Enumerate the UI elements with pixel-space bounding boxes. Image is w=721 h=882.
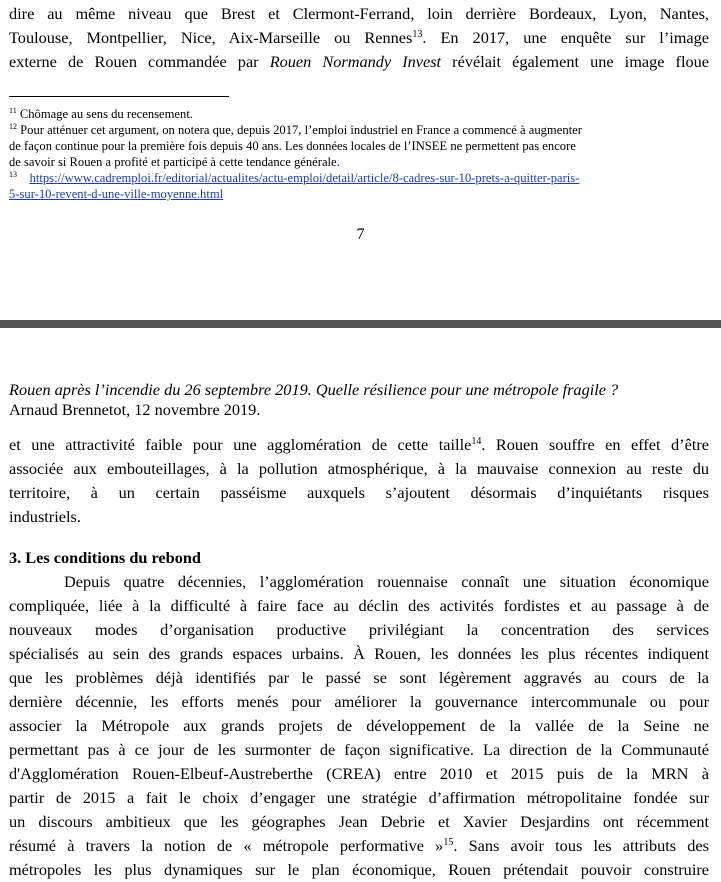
page-top-text [9,2,709,74]
text-line: permettant pas à ce jour de les surmonter de façon significative. La direction de la Communauté [9,740,709,759]
header-author-date: Arnaud Brennetot, 12 novembre 2019. [9,400,261,419]
footnote-12-cont: de façon continue pour la première fois depuis 40 ans. Les données locales de l’INSEE ne permettent pas encore [9,139,576,153]
paragraph [9,433,709,529]
org-name: Rouen Normandy Invest [269,52,442,71]
section-heading [9,546,709,570]
text-line: d'Agglomération Rouen-Elbeuf-Austreberthe (CREA) entre 2010 et 2015 puis de la MRN à [9,764,709,783]
text-line: dernière décennie, les efforts menés pour améliorer la gouvernance intercommunale ou pour [9,692,709,711]
text-line: résumé à travers la notion de « métropole performative »$^{15}$. Sans avoir tous les attributs des [9,836,709,855]
text-line: partir de 2015 a fait le choix d’engager une stratégie d’affirmation métropolitaine fondée sur [9,788,709,807]
text-line: que les problèmes déjà identifiés par le passé se sont légèrement aggravés au cours de la [9,668,709,687]
footnote-ref[interactable]: 15 [443,837,454,848]
text-line: territoire, à un certain passéisme auxquels s’ajoutent désormais d’inquiétants risques [9,483,709,502]
text-line: un discours ambitieux que les géographes Jean Debrie et Xavier Desjardins ont récemment [9,812,709,831]
text-line: et une attractivité faible pour une agglomération de cette taille$^{14}$. Rouen souffre en effet d’être [9,435,709,454]
text-line: compliquée, liée à la difficulté à faire face au déclin des activités fordistes et au passage à de [9,596,709,615]
header-title: Rouen après l’incendie du 26 septembre 2019. Quelle résilience pour une métropole fragile ? [9,380,619,399]
footnote-11: $^{11}$ Chômage au sens du recensement. [9,106,193,121]
footnotes [9,106,709,202]
footnote-12-cont: de savoir si Rouen a profité et participé à cette tendance générale. [9,155,340,169]
footnote-link[interactable]: https://www.cadremploi.fr/editorial/actualites/actu-emploi/detail/article/8-cadres-sur-10-prets-a-quitter-paris- [29,171,580,185]
page-number: 7 [356,226,365,243]
footnote-ref[interactable]: 14 [471,436,482,447]
section-title: 3. Les conditions du rebond [9,548,201,567]
page-separator [0,320,721,328]
text-line: spécialisés au sein des grands espaces urbains. À Rouen, les données les plus récentes indiquent [9,644,709,663]
footnote-separator [9,96,229,97]
footnote-ref[interactable]: 13 [412,29,423,40]
footnote-link[interactable]: 5-sur-10-revent-d-une-ville-moyenne.html [9,187,224,201]
running-header-author [9,398,709,422]
text-line: Toulouse, Montpellier, Nice, Aix-Marseille ou Rennes$^{13}$. En 2017, une enquête sur l’image [9,28,709,47]
footnote-13-cont [9,186,709,202]
text-line: nouveaux modes d’organisation productive privilégiant la concentration des services [9,620,709,639]
text-line: associer la Métropole aux grands projets de développement de la vallée de la Seine ne [9,716,709,735]
text-line: Depuis quatre décennies, l’agglomération rouennaise connaît une situation économique [64,572,709,591]
text-line: associée aux embouteillages, à la pollution atmosphérique, à la mauvaise connexion au reste du [9,459,709,478]
text-line: dire au même niveau que Brest et Clermont-Ferrand, loin derrière Bordeaux, Lyon, Nantes, [9,4,709,23]
footnote-13: $^{13}$ https://www.cadremploi.fr/editorial/actualites/actu-emploi/detail/article/8-cadres-sur-10-prets-a-quitter-paris- [9,170,580,185]
paragraph [9,570,709,882]
footnote-12: $^{12}$ Pour atténuer cet argument, on notera que, depuis 2017, l’emploi industriel en France a commencé à augmenter [9,122,582,137]
text-line: industriels. [9,507,81,526]
text-line: externe de Rouen commandée par Rouen Normandy Invest révélait également une image floue [9,52,709,71]
text-line: métropoles les plus dynamiques sur le plan économique, Rouen prétendait pouvoir construire [9,860,709,879]
